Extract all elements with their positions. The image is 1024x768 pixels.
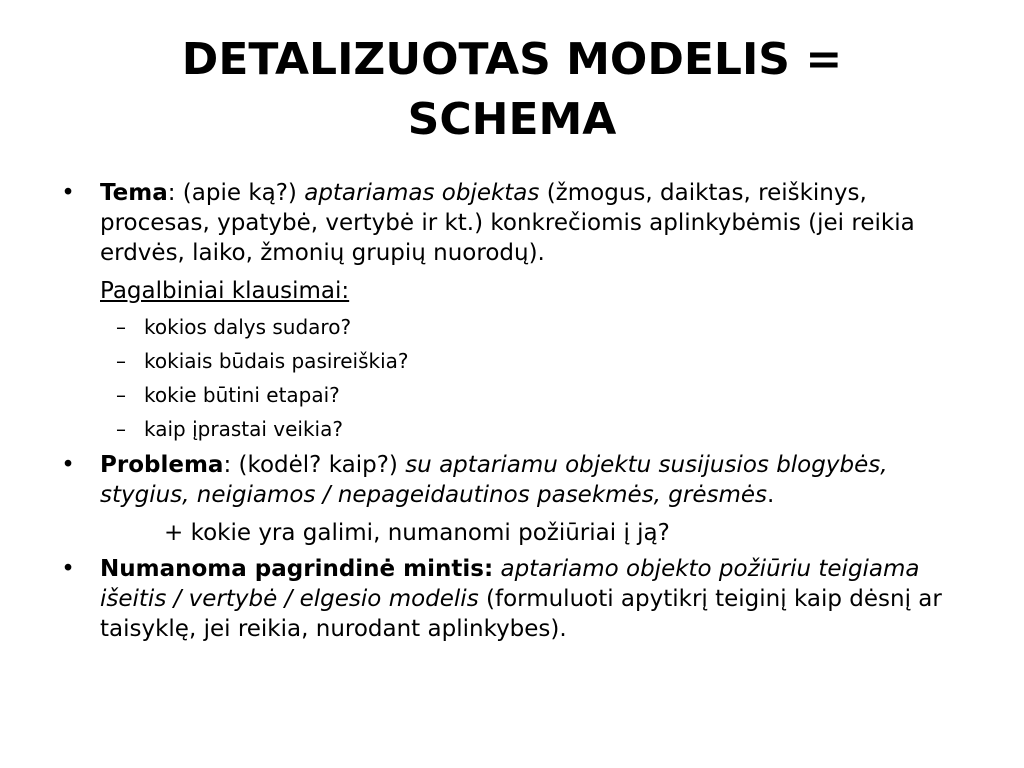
problema-end: . [767, 482, 775, 508]
helper-questions-heading [58, 276, 958, 306]
title-line-2: SCHEMA [407, 94, 617, 145]
helper-questions-list [58, 310, 958, 446]
bullet-tema [58, 178, 958, 268]
mintis-rest: (formuluoti apytikrį teiginį kaip dėsnį ar taisyklę, jei reikia, nurodant aplinkybes). [100, 586, 942, 642]
dash-icon: – [116, 417, 126, 441]
bullet-icon: • [61, 180, 75, 206]
dash-icon: – [116, 383, 126, 407]
dash-icon: – [116, 349, 126, 373]
question-text: kokiais būdais pasireiškia? [144, 349, 409, 373]
question-text: kaip įprastai veikia? [144, 417, 343, 441]
slide-content [58, 178, 958, 644]
dash-icon: – [116, 315, 126, 339]
bullet-icon: • [61, 452, 75, 478]
title-line-1: DETALIZUOTAS MODELIS = [181, 34, 843, 85]
list-item [58, 412, 958, 446]
bullet-icon: • [61, 556, 75, 582]
list-item [58, 378, 958, 412]
problema-description: su aptariamu objektu susijusios blogybės, stygius, neigiamos / nepageidautinos pasekmės, grėsmės [100, 452, 888, 508]
bullet-mintis [58, 554, 958, 644]
problema-label: Problema [100, 452, 224, 478]
mintis-text [100, 554, 958, 644]
tema-question: : (apie ką?) [167, 180, 305, 206]
list-item [58, 344, 958, 378]
tema-label: Tema [100, 180, 168, 206]
problema-question: : (kodėl? kaip?) [223, 452, 406, 478]
list-item [58, 310, 958, 344]
problema-extra: + kokie yra galimi, numanomi požiūriai į ją? [164, 520, 670, 546]
tema-text [100, 178, 958, 268]
tema-object: aptariamas objektas [304, 180, 540, 206]
problema-text [100, 450, 958, 510]
bullet-problema [58, 450, 958, 510]
mintis-description: aptariamo objekto požiūriu teigiama išeitis / vertybė / elgesio modelis [100, 556, 920, 612]
tema-rest: (žmogus, daiktas, reiškinys, procesas, ypatybė, vertybė ir kt.) konkrečiomis aplinkybėmis (jei reikia erdvės, laiko, žmonių grupių nuorodų). [100, 180, 915, 266]
slide-title [60, 30, 964, 150]
question-text: kokie būtini etapai? [144, 383, 340, 407]
mintis-label: Numanoma pagrindinė mintis: [100, 556, 494, 582]
helper-questions-title: Pagalbiniai klausimai: [100, 278, 350, 304]
question-text: kokios dalys sudaro? [144, 315, 352, 339]
